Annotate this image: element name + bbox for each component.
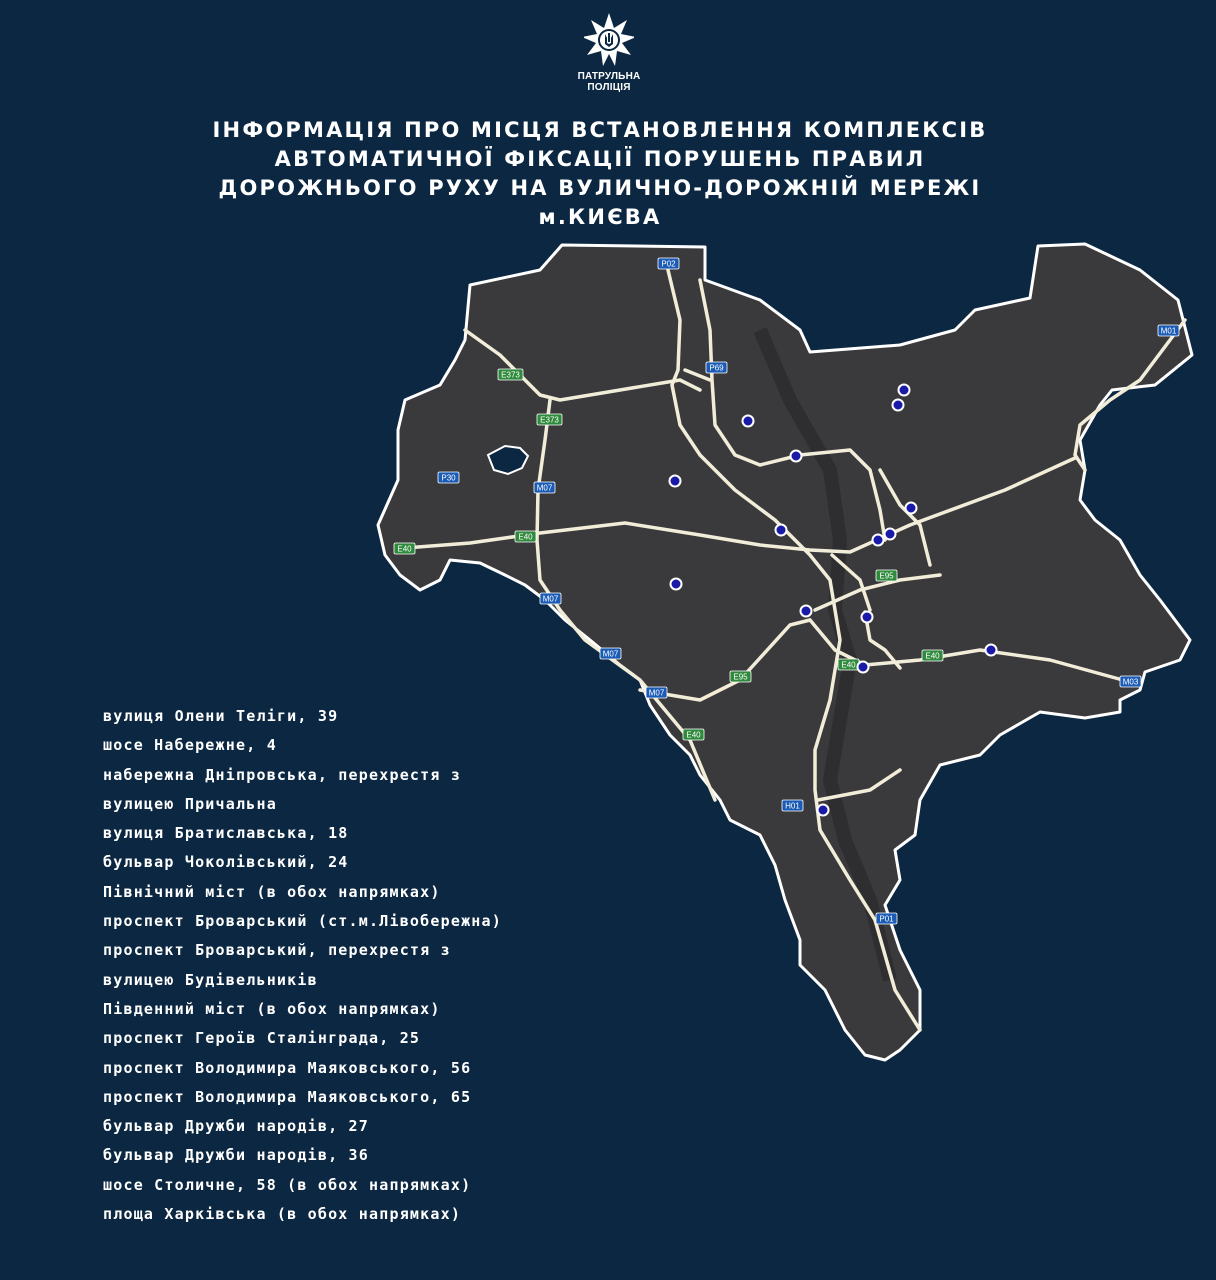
location-item: вулиця Олени Теліги, 39 [103, 707, 339, 725]
camera-marker[interactable] [776, 525, 787, 536]
svg-text:M07: M07 [542, 594, 559, 604]
road-label-p69 [706, 362, 727, 373]
road-label-m07a [534, 482, 555, 493]
location-item: проспект Героїв Сталінграда, 25 [103, 1029, 421, 1048]
road-label-e40e [683, 729, 704, 740]
location-item: бульвар Дружби народів, 36 [103, 1146, 369, 1165]
road-label-e40b [515, 531, 536, 542]
svg-text:P69: P69 [709, 363, 724, 373]
road-label-e40c [838, 659, 859, 670]
title-line-2: АВТОМАТИЧНОЇ ФІКСАЦІЇ ПОРУШЕНЬ ПРАВИЛ [274, 147, 926, 171]
svg-text:P01: P01 [879, 914, 894, 924]
location-item: вулицею Будівельників [103, 970, 318, 989]
location-item: бульвар Дружби народів, 27 [103, 1117, 369, 1136]
svg-text:M01: M01 [1160, 326, 1177, 336]
location-list [103, 702, 502, 1229]
title-line-3: ДОРОЖНЬОГО РУХУ НА ВУЛИЧНО-ДОРОЖНІЙ МЕРЕЖІ [218, 176, 982, 200]
svg-text:E40: E40 [841, 660, 856, 670]
svg-text:M03: M03 [1122, 677, 1139, 687]
camera-marker[interactable] [893, 400, 904, 411]
camera-marker[interactable] [899, 385, 910, 396]
camera-marker[interactable] [791, 451, 802, 462]
svg-text:E40: E40 [925, 651, 940, 661]
svg-text:E95: E95 [733, 672, 748, 682]
svg-text:P30: P30 [441, 473, 456, 483]
road-label-e40d [922, 650, 943, 661]
logo-line-2: ПОЛІЦІЯ [587, 82, 631, 93]
location-item: проспект Володимира Маяковського, 65 [103, 1087, 472, 1106]
road-label-p01 [876, 913, 897, 924]
camera-marker[interactable] [858, 662, 869, 673]
camera-marker[interactable] [873, 535, 884, 546]
location-item: Північний міст (в обох напрямках) [103, 882, 441, 901]
location-item: проспект Володимира Маяковського, 56 [103, 1058, 472, 1077]
title-line-1: ІНФОРМАЦІЯ ПРО МІСЦЯ ВСТАНОВЛЕННЯ КОМПЛЕКСІВ [212, 118, 988, 142]
logo-line-1: ПАТРУЛЬНА [577, 71, 641, 82]
road-label-e373a [498, 369, 523, 380]
camera-marker[interactable] [670, 476, 681, 487]
svg-text:P02: P02 [661, 259, 676, 269]
location-item: шосе Набережне, 4 [103, 736, 277, 755]
svg-text:E40: E40 [518, 532, 533, 542]
road-label-e95a [876, 570, 897, 581]
camera-marker[interactable] [862, 612, 873, 623]
road-label-m07b [540, 593, 561, 604]
location-item: площа Харківська (в обох напрямках) [103, 1205, 462, 1224]
svg-text:E95: E95 [879, 571, 894, 581]
location-item: бульвар Чоколівський, 24 [103, 853, 349, 872]
road-label-h01 [782, 800, 803, 811]
location-item: проспект Броварський (ст.м.Лівобережна) [103, 912, 502, 931]
svg-text:M07: M07 [602, 649, 619, 659]
location-item: проспект Броварський, перехрестя з [103, 941, 451, 960]
location-item: вулиця Братиславська, 18 [103, 824, 349, 843]
location-item: вулицею Причальна [103, 794, 277, 813]
svg-text:M07: M07 [536, 483, 553, 493]
svg-text:E373: E373 [501, 370, 520, 380]
road-label-m03 [1120, 676, 1141, 687]
road-label-e373b [537, 414, 562, 425]
location-item: Південний міст (в обох напрямках) [103, 999, 441, 1018]
svg-text:H01: H01 [785, 801, 800, 811]
svg-text:M07: M07 [648, 688, 665, 698]
road-label-m07d [646, 687, 667, 698]
camera-marker[interactable] [671, 579, 682, 590]
svg-text:E373: E373 [540, 415, 559, 425]
svg-text:E40: E40 [397, 544, 412, 554]
road-label-p02 [658, 258, 679, 269]
svg-text:E40: E40 [686, 730, 701, 740]
camera-marker[interactable] [818, 805, 829, 816]
road-label-m01 [1158, 325, 1179, 336]
camera-marker[interactable] [906, 503, 917, 514]
title-line-4: м.КИЄВА [538, 205, 662, 229]
camera-marker[interactable] [986, 645, 997, 656]
camera-marker[interactable] [801, 606, 812, 617]
road-label-p30 [438, 472, 459, 483]
location-item: набережна Дніпровська, перехрестя з [103, 765, 462, 784]
road-label-e95b [730, 671, 751, 682]
camera-marker[interactable] [885, 529, 896, 540]
road-label-e40a [394, 543, 415, 554]
location-item: шосе Столичне, 58 (в обох напрямках) [103, 1175, 472, 1194]
road-label-m07c [600, 648, 621, 659]
camera-marker[interactable] [743, 416, 754, 427]
